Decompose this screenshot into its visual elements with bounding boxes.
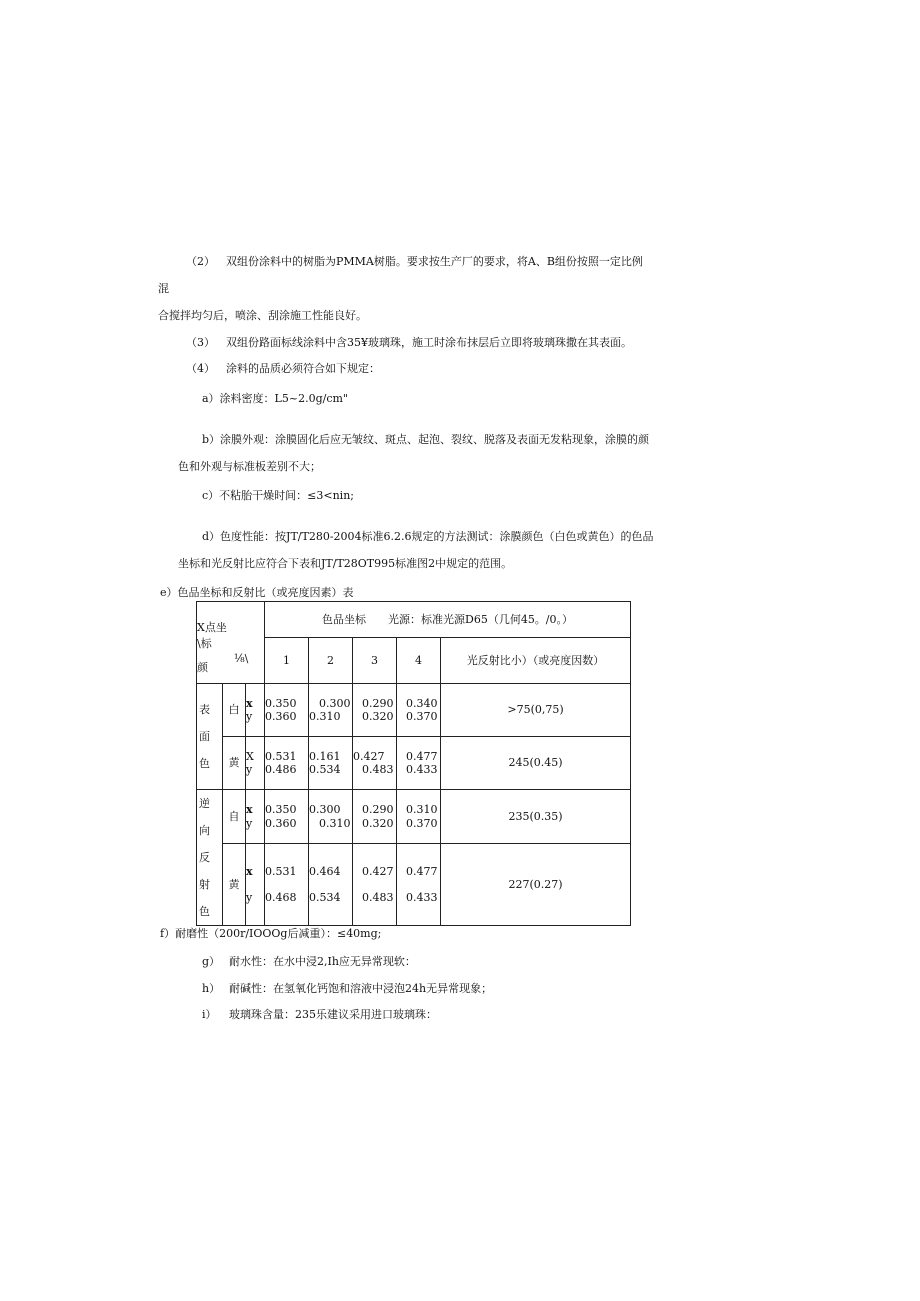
coord-cell: 0.290 0.320 xyxy=(353,790,397,844)
corner-text-4: ⅛\ xyxy=(234,652,249,665)
col-header-1: 1 xyxy=(265,638,309,684)
spec-c-drying-time: c）不粘胎干燥时间：≤3<nin; xyxy=(202,489,354,502)
item-3 xyxy=(186,336,632,349)
group1-char: 面 xyxy=(199,730,210,743)
spec-i-glass-beads xyxy=(202,1008,437,1021)
col-header-2: 2 xyxy=(309,638,353,684)
reflectance-cell: 245(0.45) xyxy=(441,737,631,790)
spec-i-text: 玻璃珠含量：235乐建议采用进口玻璃珠： xyxy=(229,1008,437,1021)
table-header-main: 色品坐标 光源：标准光源D65（几何45。/0。） xyxy=(265,602,631,638)
item-2-number: （2） xyxy=(186,255,215,268)
spec-g-text: 耐水性：在水中浸2,Ih应无异常现软： xyxy=(229,955,416,968)
table-corner-cell xyxy=(197,602,265,684)
spec-i-number: i） xyxy=(202,1008,217,1021)
item-2-continuation: 合搅拌均匀后，喷涂、刮涂施工性能良好。 xyxy=(158,309,367,322)
table-row xyxy=(197,684,631,737)
spec-h-number: h） xyxy=(202,982,221,995)
coord-cell: 0.477 0.433 xyxy=(397,844,441,926)
group1-char: 色 xyxy=(199,757,210,770)
coord-labels: x y xyxy=(246,684,265,737)
coord-cell: 0.350 0.360 xyxy=(265,790,309,844)
group-retroreflective-color xyxy=(197,790,223,926)
group2-char: 向 xyxy=(199,824,210,837)
coord-cell: 0.427 0.483 xyxy=(353,844,397,926)
coord-cell: 0.531 0.468 xyxy=(265,844,309,926)
spec-d-chromaticity: d）色度性能：按JT/T280-2004标准6.2.6规定的方法测试：涂膜颜色（白色或黄色）的色品 xyxy=(202,530,654,543)
chromaticity-table xyxy=(196,601,631,926)
coord-cell: 0.531 0.486 xyxy=(265,737,309,790)
table-row xyxy=(197,737,631,790)
spec-h-text: 耐碱性：在氢氧化钙饱和溶液中浸泡24h无异常现象； xyxy=(229,982,493,995)
corner-text-3: 颜 xyxy=(197,661,208,674)
reflectance-cell: 227(0.27) xyxy=(441,844,631,926)
color-label: 自 xyxy=(223,790,246,844)
group-surface-color xyxy=(197,684,223,790)
spec-f-abrasion: f）耐磨性（200r/IOOOg后减重）：≤40mg; xyxy=(160,927,382,940)
table-row xyxy=(197,844,631,926)
group2-char: 射 xyxy=(199,878,210,891)
spec-g-water xyxy=(202,955,416,968)
item-2-text: 双组份涂料中的树脂为PMMA树脂。要求按生产厂的要求，将A、B组份按照一定比例 xyxy=(226,255,643,268)
group1-char: 表 xyxy=(199,703,210,716)
coord-cell: 0.161 0.534 xyxy=(309,737,353,790)
spec-d-chromaticity-cont: 坐标和光反射比应符合下表和JT/T28OT995标准图2中规定的范围。 xyxy=(178,557,513,570)
coord-cell: 0.300 0.310 xyxy=(309,684,353,737)
table-row xyxy=(197,790,631,844)
item-2 xyxy=(186,255,643,268)
spec-g-number: g） xyxy=(202,955,221,968)
coord-cell: 0.300 0.310 xyxy=(309,790,353,844)
item-3-number: （3） xyxy=(186,336,215,349)
coord-labels: X y xyxy=(246,737,265,790)
group2-char: 反 xyxy=(199,851,210,864)
coord-cell: 0.427 0.483 xyxy=(353,737,397,790)
coord-cell: 0.477 0.433 xyxy=(397,737,441,790)
col-header-4: 4 xyxy=(397,638,441,684)
spec-a-density: a）涂料密度：L5~2.0g/cm" xyxy=(202,392,348,405)
col-header-reflectance: 光反射比小）（或亮度因数） xyxy=(441,638,631,684)
coord-cell: 0.310 0.370 xyxy=(397,790,441,844)
color-label: 黄 xyxy=(223,737,246,790)
coord-cell: 0.350 0.360 xyxy=(265,684,309,737)
col-header-3: 3 xyxy=(353,638,397,684)
spec-b-appearance: b）涂膜外观：涂膜固化后应无皱纹、斑点、起泡、裂纹、脱落及表面无发粘现象，涂膜的颜 xyxy=(202,433,650,446)
item-3-text: 双组份路面标线涂料中含35¥玻璃珠，施工时涂布抹层后立即将玻璃珠撒在其表面。 xyxy=(226,336,632,349)
item-2-wrap: 混 xyxy=(158,282,169,295)
reflectance-cell: >75(0,75) xyxy=(441,684,631,737)
spec-b-appearance-cont: 色和外观与标准板差别不大； xyxy=(178,460,321,473)
item-4 xyxy=(186,362,380,375)
group2-char: 色 xyxy=(199,905,210,918)
reflectance-cell: 235(0.35) xyxy=(441,790,631,844)
item-4-number: （4） xyxy=(186,362,215,375)
corner-text-2: \标 xyxy=(197,637,212,650)
coord-labels: x y xyxy=(246,844,265,926)
color-label: 白 xyxy=(223,684,246,737)
corner-text-1: X点坐 xyxy=(197,621,227,634)
coord-cell: 0.290 0.320 xyxy=(353,684,397,737)
table-caption: e）色品坐标和反射比（或亮度因素）表 xyxy=(160,586,354,599)
item-4-text: 涂料的品质必须符合如下规定： xyxy=(226,362,380,375)
coord-labels: x y xyxy=(246,790,265,844)
coord-cell: 0.464 0.534 xyxy=(309,844,353,926)
coord-cell: 0.340 0.370 xyxy=(397,684,441,737)
spec-h-alkali xyxy=(202,982,492,995)
color-label: 黄 xyxy=(223,844,246,926)
group2-char: 逆 xyxy=(199,797,210,810)
